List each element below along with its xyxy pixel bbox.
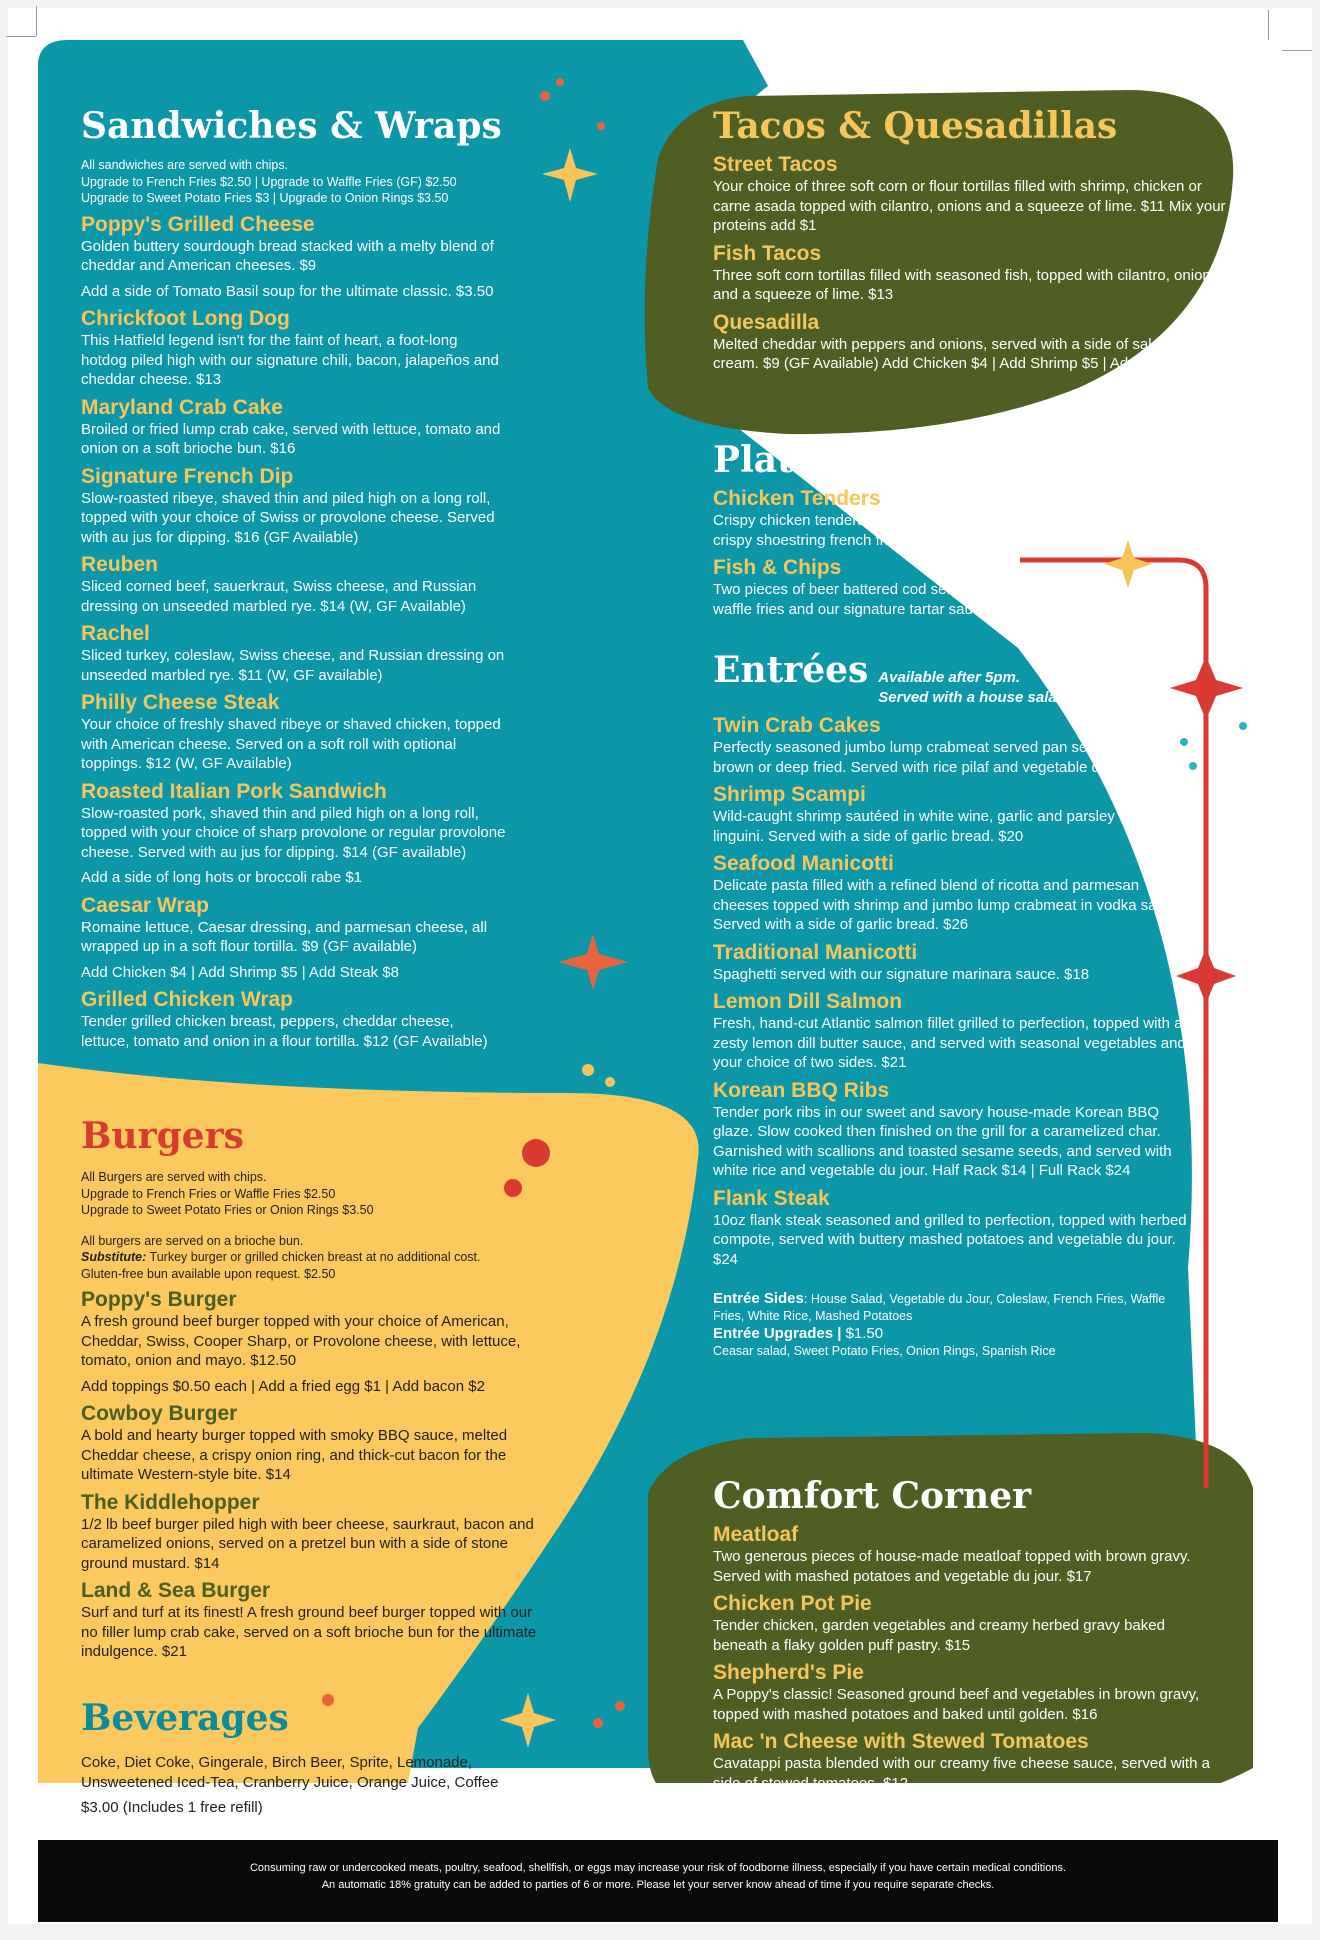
menu-item-name: Poppy's Burger	[81, 1288, 237, 1312]
menu-item-description: Slow-roasted ribeye, shaved thin and piled high on a long roll, topped with your choice of Swiss or provolone cheese. Served with au jus for dipping. $16 (GF Available)	[81, 489, 495, 546]
decor-dot	[615, 1701, 625, 1711]
entree-upgrades-label: Entrée Upgrades |	[713, 1325, 842, 1342]
tacos-section	[713, 106, 1243, 374]
menu-item-description: Tender pork ribs in our sweet and savory house-made Korean BBQ glaze. Slow cooked then finished on the grill for a caramelized char. Garnished with scallions and toasted sesame seeds, and served with white rice and vegetable du jour. Half Rack $14 | Full Rack $24	[713, 1103, 1172, 1179]
menu-item-name: Fish Tacos	[713, 241, 822, 265]
menu-item	[713, 242, 1243, 305]
entree-upgrades-price: $1.50	[841, 1325, 884, 1342]
menu-item-name: Chicken Pot Pie	[713, 1592, 872, 1616]
entree-upgrades	[713, 1326, 1203, 1343]
menu-item-description: A bold and hearty burger topped with smoky BBQ sauce, melted Cheddar cheese, a crispy onion ring, and thick-cut bacon for the ultimate Western-style bite. $14	[81, 1427, 508, 1484]
sandwiches-section	[81, 106, 636, 1051]
menu-item-description: Fresh, hand-cut Atlantic salmon fillet grilled to perfection, topped with a zesty lemon dill butter sauce, and served with seasonal vegetables and your choice of two sides. $21	[713, 1015, 1186, 1071]
beverages-price: $3.00 (Includes 1 free refill)	[81, 1799, 263, 1817]
tacos-title: Tacos & Quesadillas	[713, 105, 1118, 147]
menu-item-description: Romaine lettuce, Caesar dressing, and parmesan cheese, all wrapped up in a soft flour tortilla. $9 (GF available)	[81, 918, 488, 956]
beverages-section	[81, 1698, 601, 1818]
menu-item-name: Land & Sea Burger	[81, 1579, 271, 1603]
entrees-subtitle-1: Available after 5pm.	[878, 669, 1021, 686]
menu-item-description: Melted cheddar with peppers and onions, served with a side of salsa and sour cream. $9 (GF Available) Add Chicken $4 | Add Shrimp $5 | Add Steak $8	[713, 335, 1230, 373]
burgers-title: Burgers	[81, 1115, 244, 1157]
sandwiches-title: Sandwiches & Wraps	[81, 105, 502, 147]
menu-item-name: Meatloaf	[713, 1523, 799, 1547]
menu-item-description: Your choice of freshly shaved ribeye or shaved chicken, topped with American cheese. Served on a soft roll with optional toppings. $12 (W, GF Available)	[81, 716, 501, 773]
entree-sides-text: : House Salad, Vegetable du Jour, Coleslaw, French Fries, Waffle Fries, White Rice, Mashed Potatoes	[713, 1292, 1166, 1323]
menu-item	[81, 213, 636, 302]
sandwiches-note: All sandwiches are served with chips.	[81, 158, 289, 173]
menu-item-description: Crispy chicken tenders served with a side of crispy shoestring french fries. $12	[713, 512, 1006, 549]
menu-item	[81, 553, 636, 616]
crop-mark-right	[1282, 50, 1312, 51]
menu-item-extra: Add a side of Tomato Basil soup for the ultimate classic. $3.50	[81, 282, 494, 300]
menu-item-extra: Add toppings $0.50 each | Add a fried egg $1 | Add bacon $2	[81, 1377, 485, 1395]
menu-item-description: Three soft corn tortillas filled with seasoned fish, topped with cilantro, onions and a squeeze of lime. $13	[713, 266, 1219, 304]
menu-item-description: A Poppy's classic! Seasoned ground beef and vegetables in brown gravy, topped with mashed potatoes and baked until golden. $16	[713, 1686, 1200, 1723]
entree-sides-label: Entrée Sides	[713, 1290, 804, 1307]
crop-mark-left	[6, 36, 36, 37]
footer-disclaimer	[38, 1840, 1278, 1922]
menu-item	[81, 894, 636, 983]
menu-item-name: Twin Crab Cakes	[713, 714, 881, 737]
decor-dot	[582, 1064, 594, 1076]
menu-item-description: Two generous pieces of house-made meatloaf topped with brown gravy. Served with mashed potatoes and vegetable du jour. $17	[713, 1548, 1191, 1585]
menu-item	[81, 622, 636, 685]
menu-item-name: Maryland Crab Cake	[81, 395, 283, 419]
menu-item-description: Sliced corned beef, sauerkraut, Swiss cheese, and Russian dressing on unseeded marbled rye. $14 (W, GF Available)	[81, 578, 477, 615]
menu-item	[713, 714, 1203, 777]
sandwiches-note: Upgrade to French Fries $2.50 | Upgrade to Waffle Fries (GF) $2.50	[81, 174, 457, 189]
menu-item-name: Shepherd's Pie	[713, 1661, 864, 1685]
menu-item	[713, 153, 1243, 236]
menu-item-name: Fish & Chips	[713, 556, 842, 580]
crop-mark-left-v	[36, 6, 37, 36]
menu-item	[713, 1730, 1233, 1793]
comfort-list	[713, 1523, 1233, 1793]
bun-note: All burgers are served on a brioche bun.	[81, 1233, 304, 1248]
menu-item-description: Spaghetti served with our signature marinara sauce. $18	[713, 965, 1090, 983]
menu-item-description: Tender grilled chicken breast, peppers, cheddar cheese, lettuce, tomato and onion in a flour tortilla. $12 (GF Available)	[81, 1013, 488, 1050]
decor-dot	[605, 1077, 615, 1087]
menu-item	[713, 1079, 1203, 1181]
menu-item	[713, 556, 1033, 619]
menu-item	[713, 941, 1203, 985]
menu-item-description: Perfectly seasoned jumbo lump crabmeat served pan seared to golden brown or deep fried. Served with rice pilaf and vegetable du jour. $24	[713, 739, 1184, 776]
footer-line: Consuming raw or undercooked meats, poultry, seafood, shellfish, or eggs may increase your risk of foodborne illness, especially if you have certain medical conditions.	[249, 1862, 1067, 1874]
platters-section	[713, 440, 1033, 619]
entrees-header	[713, 650, 1203, 708]
menu-item	[713, 487, 1033, 550]
entrees-section	[713, 650, 1203, 1359]
menu-item-description: Surf and turf at its finest! A fresh ground beef burger topped with our no filler lump crab cake, served on a soft brioche bun for the ultimate indulgence. $21	[81, 1604, 537, 1661]
menu-page	[8, 8, 1312, 1924]
menu-item	[713, 1592, 1233, 1655]
menu-item-name: Flank Steak	[713, 1186, 830, 1210]
menu-item-name: Mac 'n Cheese with Stewed Tomatoes	[713, 1730, 1089, 1754]
gf-note: Gluten-free bun available upon request. $2.50	[81, 1266, 336, 1281]
menu-item-name: Traditional Manicotti	[713, 940, 918, 964]
menu-item-description: This Hatfield legend isn't for the faint of heart, a foot-long hotdog piled high with our signature chili, bacon, jalapeños and cheddar cheese. $13	[81, 332, 499, 389]
substitute-note	[81, 1249, 601, 1266]
menu-item-name: Chrickfoot Long Dog	[81, 307, 290, 331]
menu-item-name: Shrimp Scampi	[713, 783, 866, 806]
menu-item-description: Slow-roasted pork, shaved thin and piled high on a long roll, topped with your choice of sharp provolone or regular provolone cheese. Served with au jus for dipping. $14 (GF available)	[81, 804, 506, 861]
burgers-list	[81, 1288, 601, 1662]
entrees-title: Entrées	[713, 649, 869, 691]
comfort-title: Comfort Corner	[713, 1475, 1032, 1517]
menu-item-name: Quesadilla	[713, 310, 820, 334]
menu-item	[81, 780, 636, 888]
decor-dot	[540, 91, 550, 101]
menu-item-name: Philly Cheese Steak	[81, 691, 280, 715]
menu-item	[713, 783, 1203, 846]
platters-title: Platters	[713, 439, 873, 481]
menu-item-name: Reuben	[81, 553, 159, 577]
menu-item-name: Cowboy Burger	[81, 1402, 238, 1426]
menu-item	[713, 852, 1203, 935]
menu-item	[81, 691, 636, 774]
entrees-subtitle	[878, 668, 1070, 708]
menu-item-extra: Add Chicken $4 | Add Shrimp $5 | Add Steak $8	[81, 963, 399, 981]
menu-item-name: Grilled Chicken Wrap	[81, 988, 293, 1012]
menu-item-name: Street Tacos	[713, 153, 838, 177]
burgers-note: All Burgers are served with chips.	[81, 1170, 267, 1185]
menu-item	[713, 1661, 1233, 1724]
footer-line: An automatic 18% gratuity can be added to parties of 6 or more. Please let your server know ahead of time if you require separate checks.	[321, 1879, 995, 1891]
menu-item	[81, 1288, 601, 1396]
sandwiches-note: Upgrade to Sweet Potato Fries $3 | Upgrade to Onion Rings $3.50	[81, 191, 449, 206]
entree-sides	[713, 1291, 1183, 1324]
crop-mark-right-v	[1268, 10, 1269, 40]
beverages-list: Coke, Diet Coke, Gingerale, Birch Beer, Sprite, Lemonade, Unsweetened Iced-Tea, Cranberry Juice, Orange Juice, Coffee	[81, 1754, 499, 1791]
burgers-note: Upgrade to Sweet Potato Fries or Onion Rings $3.50	[81, 1203, 374, 1218]
menu-item-name: Seafood Manicotti	[713, 852, 894, 875]
menu-item	[81, 307, 636, 390]
menu-item	[713, 1523, 1233, 1586]
substitute-text: Turkey burger or grilled chicken breast at no additional cost.	[146, 1250, 481, 1265]
entrees-subtitle-2: Served with a house salad.	[878, 689, 1071, 706]
menu-item-description: Wild-caught shrimp sautéed in white wine, garlic and parsley over linguini. Served with a side of garlic bread. $20	[713, 808, 1149, 845]
substitute-label: Substitute:	[81, 1250, 147, 1265]
menu-item-description: Sliced turkey, coleslaw, Swiss cheese, and Russian dressing on unseeded marbled rye. $11 (W, GF available)	[81, 647, 505, 684]
entree-upgrades-text: Ceasar salad, Sweet Potato Fries, Onion Rings, Spanish Rice	[713, 1343, 1056, 1358]
menu-item	[81, 988, 636, 1051]
menu-item	[713, 311, 1243, 374]
menu-item-description: 1/2 lb beef burger piled high with beer cheese, saurkraut, bacon and caramelized onions, served on a pretzel bun with a side of stone ground mustard. $14	[81, 1515, 534, 1572]
tacos-list	[713, 153, 1243, 374]
menu-item	[81, 1491, 601, 1574]
burgers-section	[81, 1116, 601, 1662]
menu-item-name: Caesar Wrap	[81, 893, 210, 917]
menu-item	[81, 396, 636, 459]
burgers-note: Upgrade to French Fries or Waffle Fries $2.50	[81, 1186, 336, 1201]
gold-star-icon	[1104, 540, 1152, 588]
menu-item-description: Broiled or fried lump crab cake, served with lettuce, tomato and onion on a soft brioche bun. $16	[81, 420, 501, 458]
menu-item-name: Rachel	[81, 622, 150, 646]
menu-item	[81, 465, 636, 548]
menu-item-description: Golden buttery sourdough bread stacked with a melty blend of cheddar and American cheeses. $9	[81, 237, 494, 275]
menu-item-description: Delicate pasta filled with a refined blend of ricotta and parmesan cheeses topped with shrimp and jumbo lump crabmeat in vodka sauce. Served with a side of garlic bread. $26	[713, 877, 1185, 933]
beverages-title: Beverages	[81, 1697, 289, 1739]
menu-item-description: Tender chicken, garden vegetables and creamy herbed gravy baked beneath a flaky golden puff pastry. $15	[713, 1617, 1165, 1654]
menu-item-description: 10oz flank steak seasoned and grilled to perfection, topped with herbed compote, served with buttery mashed potatoes and vegetable du jour. $24	[713, 1211, 1187, 1268]
decor-dot	[1239, 722, 1247, 730]
menu-item	[713, 1187, 1203, 1270]
menu-item	[81, 1402, 601, 1485]
decor-dot	[556, 78, 564, 86]
menu-item-name: Chicken Tenders	[713, 487, 881, 511]
menu-item-name: Poppy's Grilled Cheese	[81, 212, 315, 236]
comfort-section	[713, 1476, 1233, 1793]
menu-item-name: Lemon Dill Salmon	[713, 990, 903, 1013]
menu-item-description: Your choice of three soft corn or flour tortillas filled with shrimp, chicken or carne asada topped with cilantro, onions and a squeeze of lime. $11 Mix your proteins add $1	[713, 178, 1226, 235]
platters-list	[713, 487, 1033, 619]
menu-item	[81, 1579, 601, 1662]
menu-item-description: Cavatappi pasta blended with our creamy five cheese sauce, served with a side of stewed tomatoes. $12	[713, 1755, 1210, 1792]
menu-item-name: Korean BBQ Ribs	[713, 1078, 890, 1102]
menu-item	[713, 990, 1203, 1073]
menu-item-description: Two pieces of beer battered cod served with waffle fries and our signature tartar sauce. $17	[713, 581, 1023, 618]
menu-item-extra: Add a side of long hots or broccoli rabe $1	[81, 869, 363, 887]
sandwiches-list	[81, 213, 636, 1052]
menu-item-name: The Kiddlehopper	[81, 1490, 260, 1514]
menu-item-name: Signature French Dip	[81, 464, 294, 488]
menu-item-description: A fresh ground beef burger topped with your choice of American, Cheddar, Swiss, Cooper Sharp, or Provolone cheese, with lettuce, tomato, onion and mayo. $12.50	[81, 1313, 521, 1370]
entrees-list	[713, 714, 1203, 1269]
menu-item-name: Roasted Italian Pork Sandwich	[81, 779, 387, 803]
